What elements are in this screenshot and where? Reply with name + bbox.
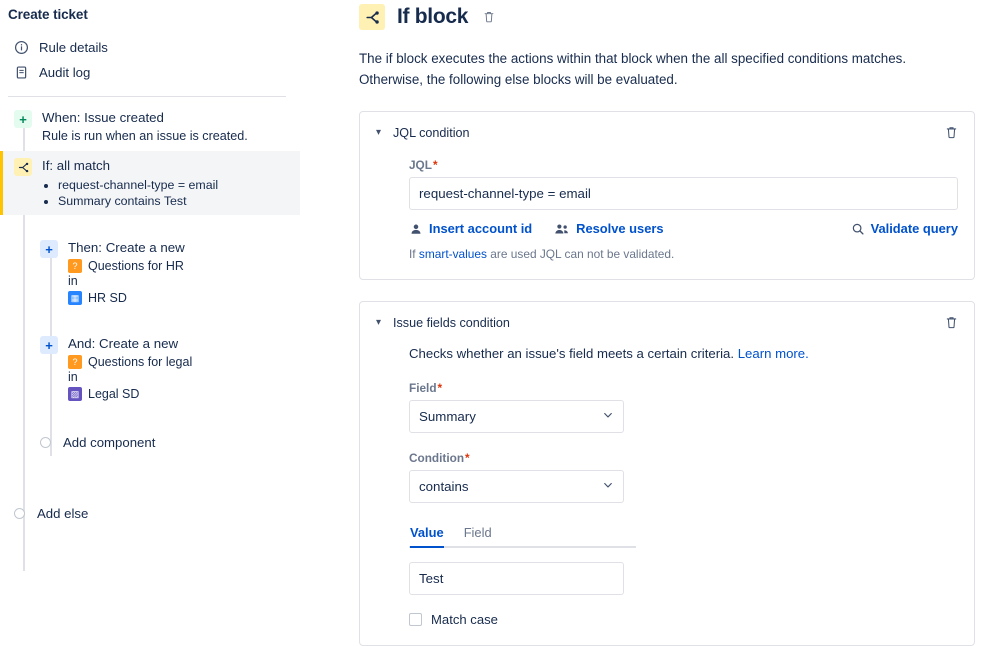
sidebar-item-rule-details[interactable] — [0, 35, 300, 60]
validate-query-label: Validate query — [870, 221, 958, 236]
sidebar-divider — [8, 96, 286, 97]
people-icon — [554, 222, 570, 236]
question-icon: ? — [68, 355, 82, 369]
tree-node-project — [68, 387, 290, 401]
project-icon: ▨ — [68, 387, 82, 401]
jql-input[interactable] — [409, 177, 958, 210]
validate-query-button[interactable] — [851, 221, 958, 236]
required-mark: * — [432, 158, 438, 172]
sidebar-item-label: Rule details — [39, 40, 108, 55]
tree-node-conditions — [42, 177, 290, 209]
info-icon — [14, 40, 29, 55]
document-icon — [14, 65, 29, 80]
tree-node-then[interactable] — [0, 233, 300, 311]
sidebar-item-audit-log[interactable] — [0, 60, 300, 85]
tree-node-project — [68, 291, 290, 305]
field-select-value: Summary — [419, 409, 476, 424]
value-field-tabs — [409, 525, 636, 548]
field-label-text: Field — [409, 381, 437, 395]
search-icon — [851, 222, 865, 236]
tree-node-and[interactable] — [0, 329, 300, 407]
value-input[interactable] — [409, 562, 624, 595]
question-icon: ? — [68, 259, 82, 273]
rule-tree — [0, 103, 300, 531]
issue-fields-card-body — [376, 344, 958, 627]
issue-fields-card-header[interactable] — [376, 316, 958, 330]
plus-icon: + — [40, 336, 58, 354]
panel-title: If block — [397, 5, 469, 28]
project-label: HR SD — [88, 291, 127, 305]
add-component-button[interactable] — [0, 429, 300, 456]
condition-item: • request-channel-type = email — [58, 177, 290, 193]
jql-label-text: JQL — [409, 158, 432, 172]
issue-fields-description — [409, 344, 958, 363]
plus-icon: + — [40, 240, 58, 258]
rule-sidebar — [0, 0, 300, 646]
issue-fields-card-title: Issue fields condition — [393, 316, 510, 330]
component-detail-panel — [300, 0, 999, 646]
resolve-users-label: Resolve users — [576, 221, 664, 236]
add-else-button[interactable] — [0, 500, 300, 527]
page-title: Create ticket — [8, 7, 88, 22]
circle-icon — [14, 508, 25, 519]
resolve-users-button[interactable] — [554, 221, 663, 236]
note-prefix: If — [409, 247, 419, 261]
description-text: Checks whether an issue's field meets a certain criteria. — [409, 346, 735, 361]
match-case-checkbox[interactable] — [409, 613, 422, 626]
panel-description: The if block executes the actions within that block when the all specified conditions matches. Otherwise, the following else blocks will be evaluated. — [359, 51, 907, 87]
circle-icon — [40, 437, 51, 448]
tree-node-title: If: all match — [42, 158, 110, 173]
chevron-down-icon — [602, 409, 614, 424]
tree-node-when[interactable] — [0, 103, 300, 151]
tree-node-title: Then: Create a new — [68, 240, 185, 255]
jql-actions — [409, 221, 958, 236]
chevron-down-icon — [602, 479, 614, 494]
smart-values-link[interactable]: smart-values — [418, 247, 487, 261]
condition-label-text: Condition — [409, 451, 465, 465]
jql-card-title: JQL condition — [393, 126, 470, 140]
project-icon: ▦ — [68, 291, 82, 305]
in-word: in — [68, 274, 78, 288]
tree-node-request-type — [68, 355, 290, 369]
sidebar-nav — [0, 35, 300, 85]
field-select-label — [409, 381, 958, 395]
match-case-row[interactable] — [409, 612, 958, 627]
project-label: Legal SD — [88, 387, 140, 401]
tree-node-subtitle: Rule is run when an issue is created. — [42, 129, 248, 143]
in-word: in — [68, 370, 78, 384]
jql-help-note — [409, 247, 958, 261]
trash-icon[interactable] — [944, 125, 960, 141]
insert-account-id-label: Insert account id — [429, 221, 533, 236]
tab-value[interactable]: Value — [410, 525, 444, 546]
tree-node-if[interactable] — [0, 151, 300, 215]
condition-select[interactable] — [409, 470, 624, 503]
chevron-down-icon[interactable]: ▾ — [376, 317, 382, 328]
jql-condition-card — [359, 111, 975, 280]
jql-card-header[interactable] — [376, 126, 958, 140]
required-mark: * — [465, 451, 470, 465]
tree-node-request-type — [68, 259, 290, 273]
match-case-label: Match case — [431, 612, 498, 627]
learn-more-link[interactable]: Learn more. — [737, 346, 809, 361]
condition-select-label — [409, 451, 958, 465]
required-mark: * — [437, 381, 443, 395]
tree-node-title: And: Create a new — [68, 336, 179, 351]
trash-icon[interactable] — [482, 10, 496, 24]
field-select[interactable] — [409, 400, 624, 433]
trash-icon[interactable] — [944, 315, 960, 331]
request-type-label: Questions for legal — [88, 355, 193, 369]
issue-fields-condition-card — [359, 301, 975, 646]
tab-field[interactable]: Field — [463, 525, 492, 540]
condition-select-value: contains — [419, 479, 469, 494]
add-component-label: Add component — [63, 435, 156, 450]
jql-card-body — [376, 158, 958, 261]
plus-icon: + — [14, 110, 32, 128]
if-block-icon — [14, 158, 32, 176]
panel-header — [359, 0, 975, 30]
if-block-icon — [359, 4, 385, 30]
add-else-label: Add else — [37, 506, 89, 521]
jql-field-label — [409, 158, 958, 172]
person-icon — [409, 222, 423, 236]
chevron-down-icon[interactable]: ▾ — [376, 127, 382, 138]
insert-account-id-button[interactable] — [409, 221, 532, 236]
condition-item: • Summary contains Test — [58, 193, 290, 209]
note-suffix: are used JQL can not be validated. — [486, 247, 675, 261]
sidebar-item-label: Audit log — [39, 65, 91, 80]
request-type-label: Questions for HR — [88, 259, 184, 273]
tree-node-title: When: Issue created — [42, 110, 164, 125]
